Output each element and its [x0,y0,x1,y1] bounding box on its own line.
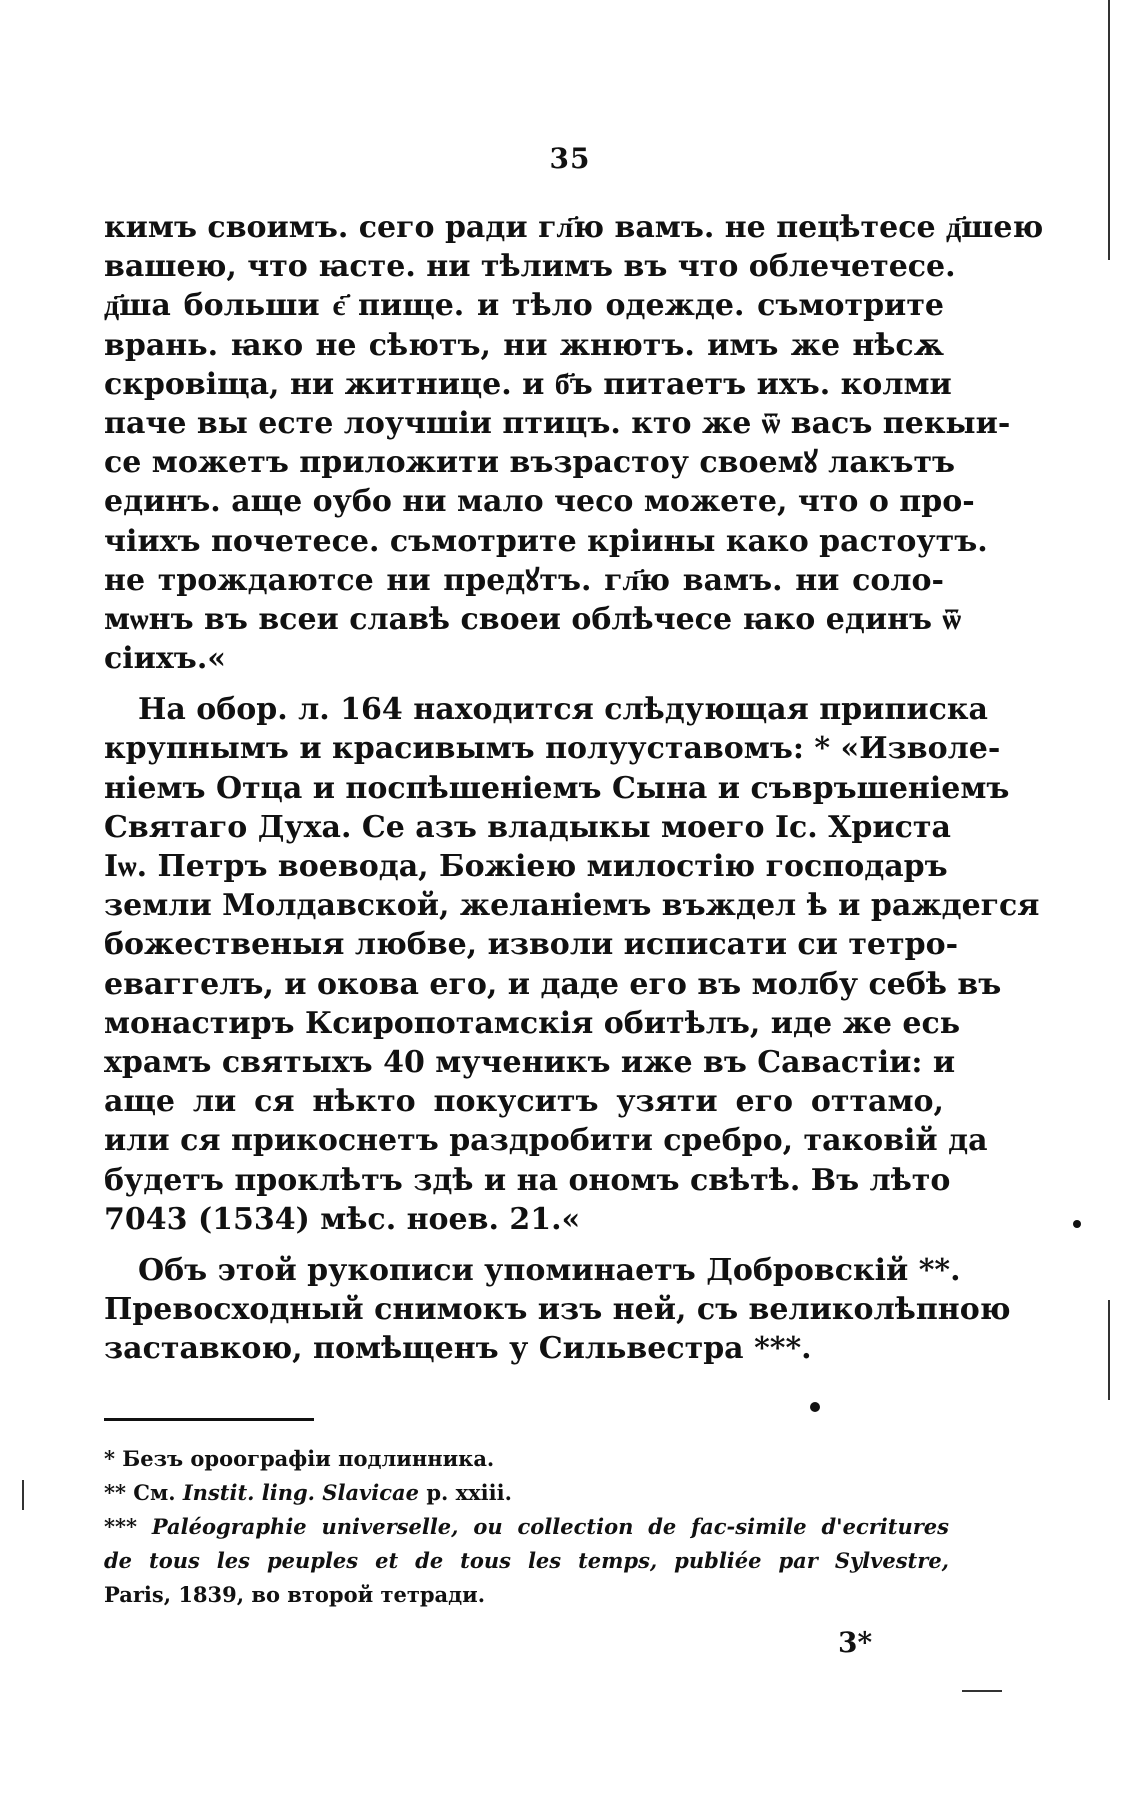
text-line: д҃ша больши є҃ пище. и тѣло одежде. съмотрите [104,288,944,324]
text-line: вашею, что ꙗсте. ни тѣлимъ въ что облечетесе. [104,249,956,285]
text-line: аще ли ся нѣкто покуситъ узяти его оттамо, [104,1084,944,1120]
footnote-2-suffix: p. xxiii. [426,1480,512,1505]
footnote-3-line-1 [104,1510,949,1544]
footnote-3-line-3: Paris, 1839, во второй тетради. [104,1582,486,1607]
ink-spot [1073,1220,1081,1228]
text-line: Превосходный снимокъ изъ ней, съ великолѣпною [104,1292,1011,1328]
text-line: чіихъ почетесе. съмотрите кріины како растоутъ. [104,523,988,559]
text-line: будетъ проклѣтъ здѣ и на ономъ свѣтѣ. Въ лѣто [104,1162,951,1198]
text-line: евaггелъ, и окова его, и даде его въ молбу себѣ въ [104,966,1002,1002]
text-line: единъ. аще оубо ни мало чесо можете, что о про- [104,484,975,520]
text-line: паче вы есте лоучшіи птицъ. кто же ѿ васъ пекыи- [104,405,1011,441]
text-line: 7043 (1534) мѣс. ноев. 21.« [104,1201,581,1237]
text-line: се можетъ приложити възрастоу своемꙋ лакътъ [104,445,956,481]
text-line: храмъ святыхъ 40 мученикъ иже въ Савастіи: и [104,1044,956,1080]
page-edge-line [1108,1300,1110,1400]
text-line: Объ этой рукописи упоминаетъ Добровскій **. [138,1252,961,1288]
text-line: не трождаютсе ни предꙋтъ. гл҃ю вамъ. ни соло- [104,562,944,598]
footnote-2-prefix: ** См. [104,1480,176,1505]
signature-mark: 3* [838,1626,873,1659]
text-line: заставкою, помѣщенъ у Сильвестра ***. [104,1331,812,1367]
text-line: земли Молдавской, желаніемъ въждел ѣ и раждегся [104,888,1040,924]
text-line: сіихъ.« [104,641,227,677]
footnote-2-title: Instit. ling. Slavicae [182,1480,419,1505]
page-edge-line [22,1480,24,1510]
footnote-3-title-part-2: de tous les peuples et de tous les temps, publiée par Sylvestre, [104,1548,949,1573]
footnotes [104,1442,949,1612]
footnote-2 [104,1476,949,1510]
text-line: кимъ своимъ. сего ради гл҃ю вамъ. не пецѣтесе д҃шею [104,210,1044,245]
text-line: крупнымъ и красивымъ полууставомъ: * «Изволе- [104,731,1001,767]
text-line: скровіща, ни житнице. и б҃ъ питаетъ ихъ. колми [104,366,952,402]
ink-spot [810,1402,820,1412]
footnote-3-line-2 [104,1544,949,1578]
text-line: или ся прикоснетъ раздробити сребро, таковій да [104,1123,988,1159]
text-line: ніемъ Отца и поспѣшеніемъ Сына и съвръшеніемъ [104,770,1010,806]
text-line: врань. ꙗко не сѣютъ, ни жнютъ. имъ же нѣсѫ [104,327,944,363]
text-line: мѡнъ въ всеи славѣ своеи облѣчесе ꙗко единъ ѿ [104,601,962,637]
text-line: Iѡ. Петръ воевода, Божіею милостію господаръ [104,849,948,884]
page-edge-line [1108,0,1110,260]
main-text [104,208,1044,1368]
footnote-3-prefix: *** [104,1514,137,1539]
footnote-3-title-part-1: Paléographie universelle, ou collection de fac-simile d'ecritures [151,1514,949,1539]
text-line: Святаго Духа. Се азъ владыкы моего Іс. Христа [104,809,951,845]
page-number: 35 [549,142,591,175]
text-line: На обор. л. 164 находится слѣдующая приписка [138,692,988,728]
text-line: монастиръ Ксиропотамскія обитѣлъ, иде же есь [104,1005,961,1041]
text-line: божественыя любве, изволи исписати си тетро- [104,927,959,963]
footnote-1: * Безъ ороографіи подлинника. [104,1446,495,1471]
footnote-rule [104,1418,314,1421]
page-edge-line [962,1690,1002,1692]
